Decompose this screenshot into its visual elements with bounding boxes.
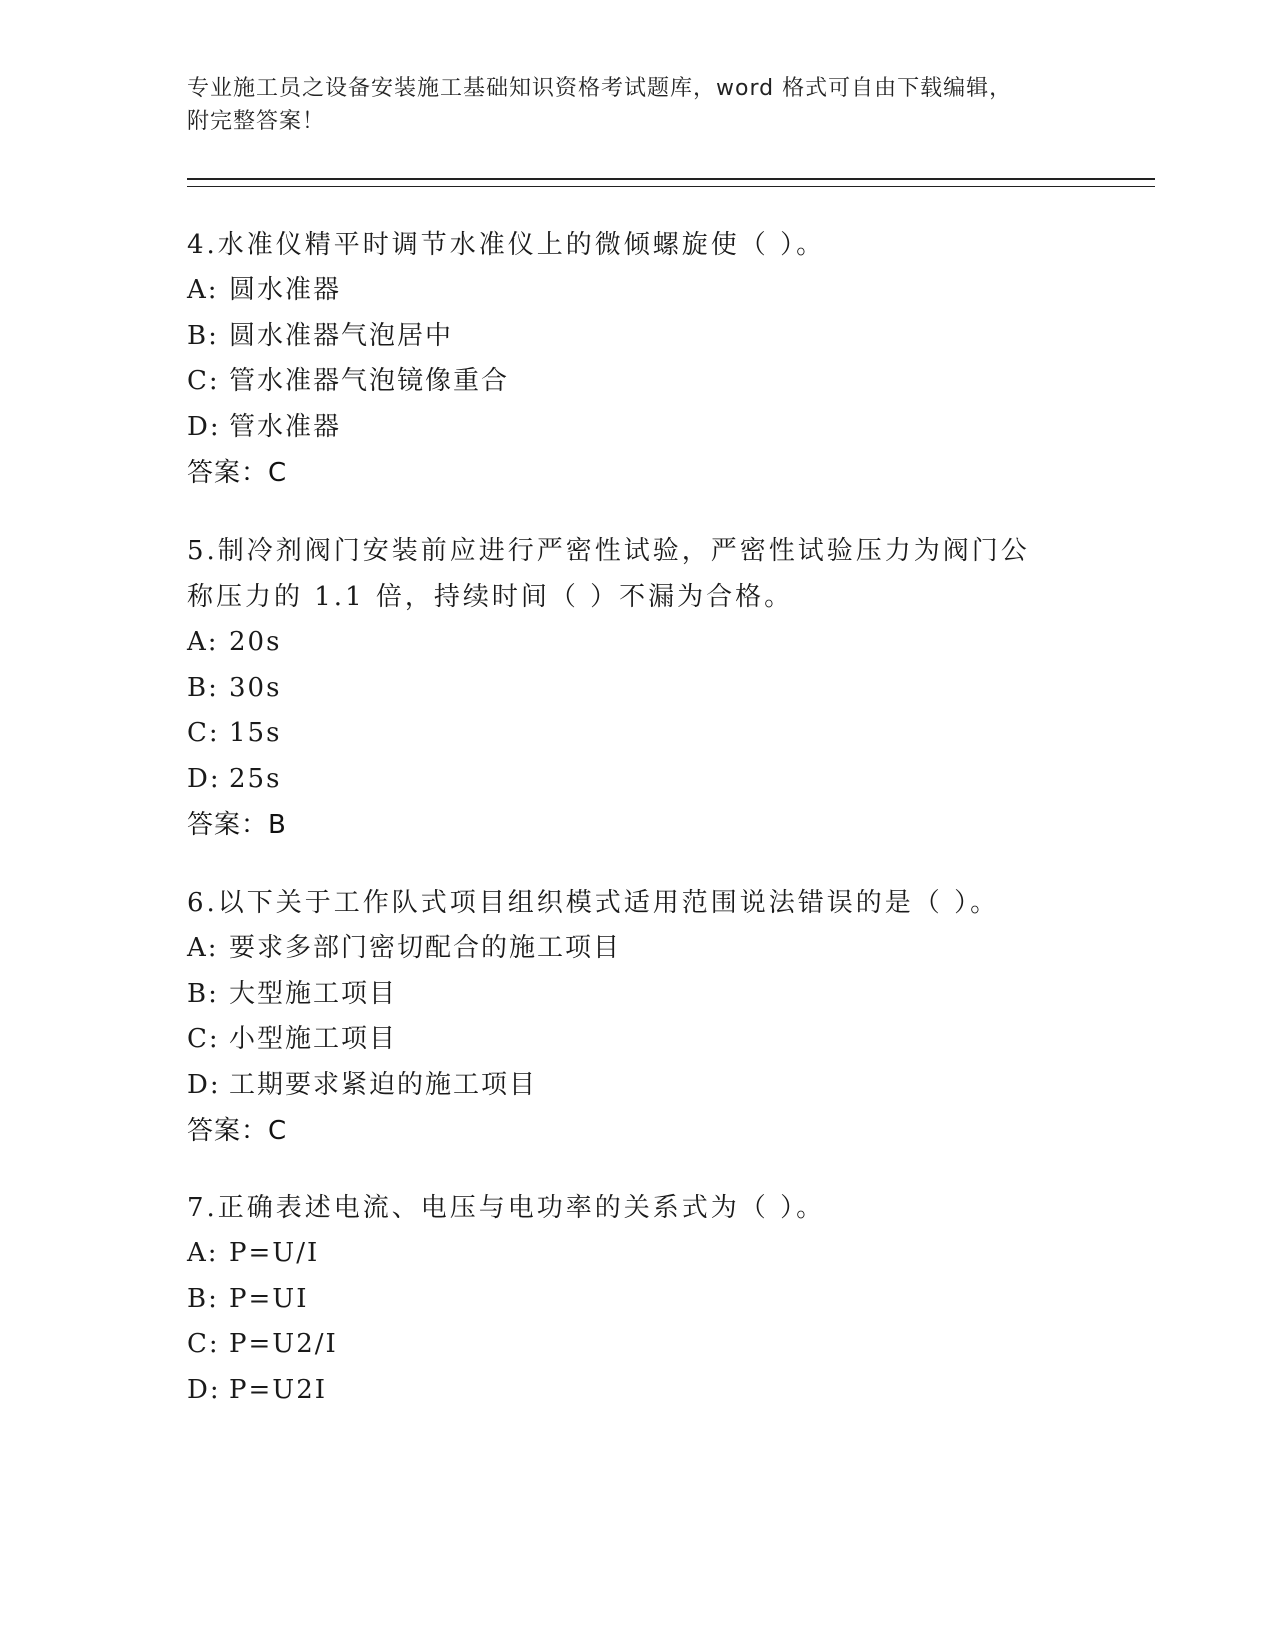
option-letter: D: <box>187 1374 221 1405</box>
option-letter: D: <box>187 1069 221 1100</box>
answer-line: 答案：C <box>187 458 288 488</box>
option-letter: D: <box>187 411 221 442</box>
option-text: 15s <box>229 718 282 748</box>
option-a <box>187 268 1087 314</box>
option-d <box>187 1063 1087 1109</box>
question-6 <box>187 880 1087 1154</box>
question-stem: 6.以下关于工作队式项目组织模式适用范围说法错误的是（ ）。 <box>187 888 1000 918</box>
option-text: 工期要求紧迫的施工项目 <box>229 1069 538 1100</box>
option-letter: A: <box>187 627 219 657</box>
option-letter: D: <box>187 763 221 794</box>
option-text: 30s <box>229 672 282 703</box>
option-a <box>187 620 1047 666</box>
option-letter: C: <box>187 1024 220 1054</box>
question-stem: 4.水准仪精平时调节水准仪上的微倾螺旋使（ ）。 <box>187 230 826 260</box>
option-b <box>187 314 1087 360</box>
option-b <box>187 972 1087 1018</box>
question-stem: 7.正确表述电流、电压与电功率的关系式为（ ）。 <box>187 1193 826 1223</box>
option-text: P=UI <box>229 1283 309 1314</box>
option-c <box>187 1322 1087 1368</box>
option-a <box>187 1231 1087 1277</box>
option-letter: B: <box>187 672 219 703</box>
header-divider <box>187 178 1155 187</box>
option-b <box>187 1277 1087 1323</box>
question-4 <box>187 222 1087 496</box>
document-header <box>187 72 1087 138</box>
option-text: 25s <box>229 763 282 794</box>
header-title-line-1: 专业施工员之设备安装施工基础知识资格考试题库，word 格式可自由下载编辑， <box>187 76 1013 101</box>
option-text: 圆水准器 <box>229 275 342 305</box>
option-letter: A: <box>187 275 219 305</box>
option-text: 要求多部门密切配合的施工项目 <box>229 933 622 963</box>
option-c <box>187 711 1047 757</box>
option-text: 小型施工项目 <box>229 1024 398 1054</box>
option-letter: C: <box>187 1329 220 1359</box>
option-b <box>187 666 1047 712</box>
option-letter: B: <box>187 1283 219 1314</box>
question-5 <box>187 528 1047 848</box>
header-title-line-2: 附完整答案！ <box>187 109 326 134</box>
option-text: 管水准器 <box>229 411 342 442</box>
option-letter: B: <box>187 978 219 1009</box>
option-letter: C: <box>187 718 220 748</box>
option-text: P=U2/I <box>229 1329 338 1359</box>
question-stem: 5.制冷剂阀门安装前应进行严密性试验，严密性试验压力为阀门公称压力的 1.1 倍，持续时间（ ）不漏为合格。 <box>187 536 1030 612</box>
option-text: 大型施工项目 <box>229 978 398 1009</box>
option-c <box>187 359 1087 405</box>
option-d <box>187 405 1087 451</box>
option-text: P=U2I <box>229 1374 328 1405</box>
option-letter: B: <box>187 320 219 351</box>
question-7 <box>187 1185 1087 1413</box>
answer-line: 答案：C <box>187 1116 288 1146</box>
option-letter: A: <box>187 1238 219 1268</box>
option-letter: A: <box>187 933 219 963</box>
option-text: P=U/I <box>229 1238 320 1268</box>
option-text: 20s <box>229 627 282 657</box>
option-a <box>187 926 1087 972</box>
option-text: 圆水准器气泡居中 <box>229 320 454 351</box>
option-d <box>187 1368 1087 1414</box>
option-c <box>187 1017 1087 1063</box>
option-text: 管水准器气泡镜像重合 <box>229 366 510 396</box>
answer-line: 答案：B <box>187 810 287 840</box>
option-d <box>187 757 1047 803</box>
option-letter: C: <box>187 366 220 396</box>
